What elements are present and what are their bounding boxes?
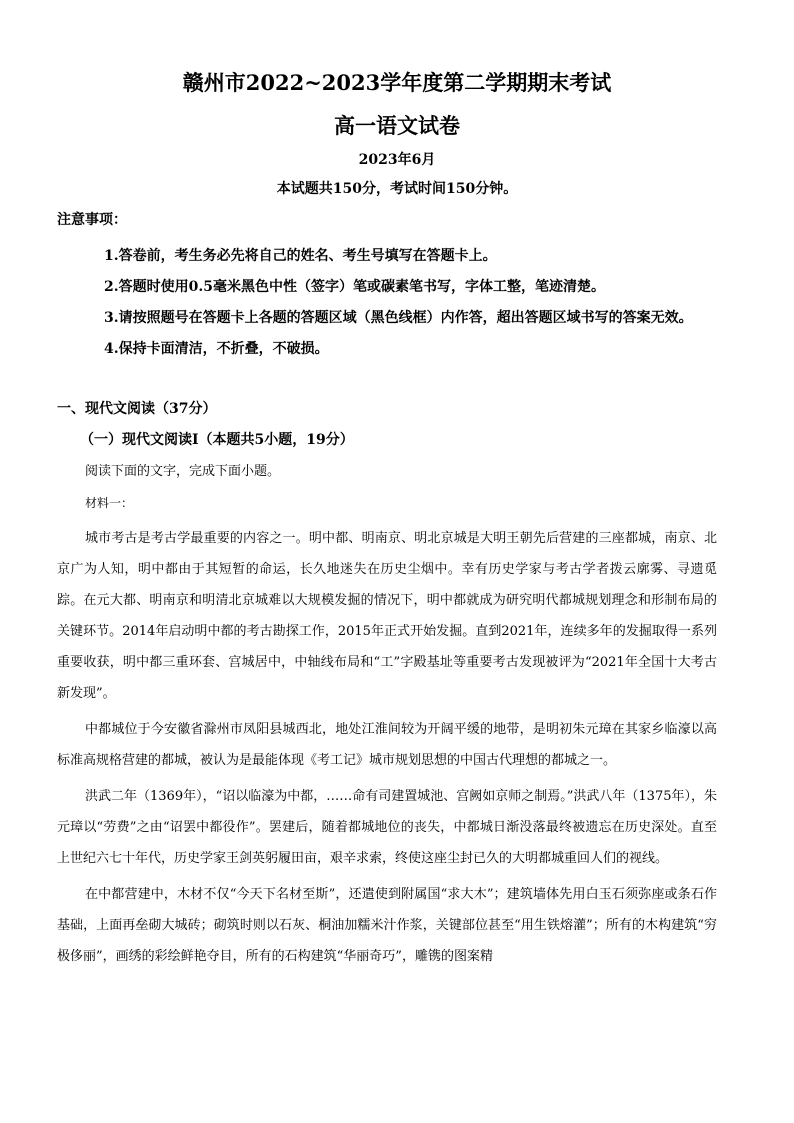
- passage-paragraph: 洪武二年（1369年），“诏以临濠为中都，……命有司建置城池、宫阙如京师之制焉。”洪武八年（1375年），朱元璋以“劳费”之由“诏罢中都役作”。罢建后，随着都城地位的丧失，中都城日渐没落最终被遗忘在历史深处。直至上世纪六七十年代，历史学家王剑英躬履田亩，艰辛求索，终使这座尘封已久的大明都城重回人们的视线。: [57, 789, 717, 866]
- exam-date: 2023年6月: [358, 152, 436, 168]
- notice-item: 1.答卷前，考生务必先将自己的姓名、考生号填写在答题卡上。: [104, 248, 497, 264]
- reading-instruction: 阅读下面的文字，完成下面小题。: [85, 464, 281, 479]
- notice-list: [57, 241, 717, 365]
- reading-passage: [57, 523, 717, 977]
- exam-title: 赣州市2022~2023学年度第二学期期末考试: [182, 70, 612, 95]
- notice-item: 2.答题时使用0.5毫米黑色中性（签字）笔或碳素笔书写，字体工整，笔迹清楚。: [104, 279, 605, 295]
- notice-heading: 注意事项：: [57, 212, 127, 228]
- passage-paragraph: 中都城位于今安徽省滁州市凤阳县城西北，地处江淮间较为开阔平缓的地带，是明初朱元璋在其家乡临濠以高标准高规格营建的都城，被认为是最能体现《考工记》城市规划思想的中国古代理想的都城之一。: [57, 722, 717, 768]
- sub-section-heading: （一）现代文阅读Ⅰ（本题共5小题，19分）: [80, 432, 354, 448]
- passage-paragraph: 在中都营建中，木材不仅“今天下名材至斯”，还遣使到附属国“求大木”；建筑墙体先用白玉石须弥座或条石作基础，上面再垒砌大城砖；砌筑时则以石灰、桐油加糯米汁作浆，关键部位甚至“用生铁熔灌”；所有的木构建筑“穷极侈丽”，画绣的彩绘鲜艳夺目，所有的石构建筑“华丽奇巧”，雕镌的图案精: [57, 887, 717, 964]
- passage-paragraph: 城市考古是考古学最重要的内容之一。明中都、明南京、明北京城是大明王朝先后营建的三座都城，南京、北京广为人知，明中都由于其短暂的命运，长久地迷失在历史尘烟中。幸有历史学家与考古学者拨云廓雾、寻遗觅踪。在元大都、明南京和明清北京城难以大规模发掘的情况下，明中都就成为研究明代都城规划理念和形制布局的关键环节。2014年启动明中都的考古勘探工作，2015年正式开始发掘。直到2021年，连续多年的发掘取得一系列重要收获，明中都三重环套、宫城居中，中轴线布局和“工”字殿基址等重要考古发现被评为“2021年全国十大考古新发现”。: [57, 531, 717, 701]
- notice-item: 3.请按照题号在答题卡上各题的答题区域（黑色线框）内作答，超出答题区域书写的答案无效。: [104, 310, 693, 326]
- exam-subtitle: 高一语文试卷: [334, 113, 460, 138]
- section-heading: 一、现代文阅读（37分）: [57, 401, 217, 417]
- notice-item: 4.保持卡面清洁，不折叠，不破损。: [104, 341, 329, 357]
- exam-info: 本试题共150分，考试时间150分钟。: [276, 181, 518, 197]
- material-label: 材料一：: [85, 496, 134, 510]
